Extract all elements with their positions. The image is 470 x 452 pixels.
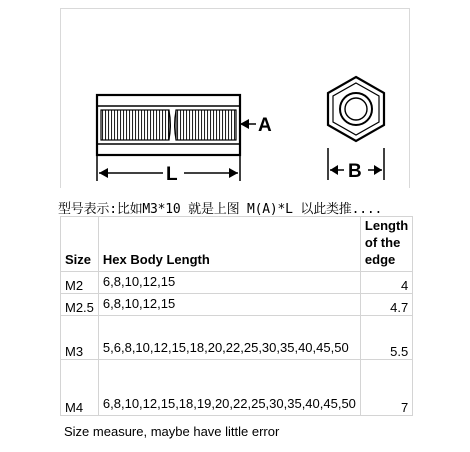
standoff-drawing [0, 0, 470, 200]
edge-cell: 4 [360, 272, 412, 294]
edge-cell: 4.7 [360, 294, 412, 316]
size-cell: M4 [61, 360, 99, 416]
size-cell: M2.5 [61, 294, 99, 316]
lengths-cell: 6,8,10,12,15 [98, 294, 360, 316]
edge-cell: 5.5 [360, 316, 412, 360]
table-row [61, 272, 413, 294]
lengths-cell: 5,6,8,10,12,15,18,20,22,25,30,35,40,45,50 [98, 316, 360, 360]
table-row [61, 316, 413, 360]
lengths-cell: 6,8,10,12,15 [98, 272, 360, 294]
header-edge-length: Length of the edge [360, 217, 412, 272]
label-a: A [258, 115, 272, 136]
table-row [61, 360, 413, 416]
edge-cell: 7 [360, 360, 412, 416]
lengths-cell: 6,8,10,12,15,18,19,20,22,25,30,35,40,45,50 [98, 360, 360, 416]
table-header-row [61, 217, 413, 272]
spec-table [60, 216, 413, 416]
dimension-b [328, 148, 384, 182]
end-view [328, 77, 384, 141]
footer-note: Size measure, maybe have little error [64, 424, 280, 439]
side-view [97, 95, 240, 155]
dimension-a [240, 115, 272, 136]
size-cell: M2 [61, 272, 99, 294]
thread-left [101, 110, 169, 140]
model-notation-caption: 型号表示:比如M3*10 就是上图 M(A)*L 以此类推.... [58, 202, 383, 217]
thread-right [176, 110, 236, 140]
dimension-l [97, 155, 240, 185]
header-size: Size [61, 217, 99, 272]
size-cell: M3 [61, 316, 99, 360]
table-row [61, 294, 413, 316]
header-hex-body-length: Hex Body Length [98, 217, 360, 272]
label-b: B [348, 161, 362, 182]
label-l: L [166, 164, 178, 185]
